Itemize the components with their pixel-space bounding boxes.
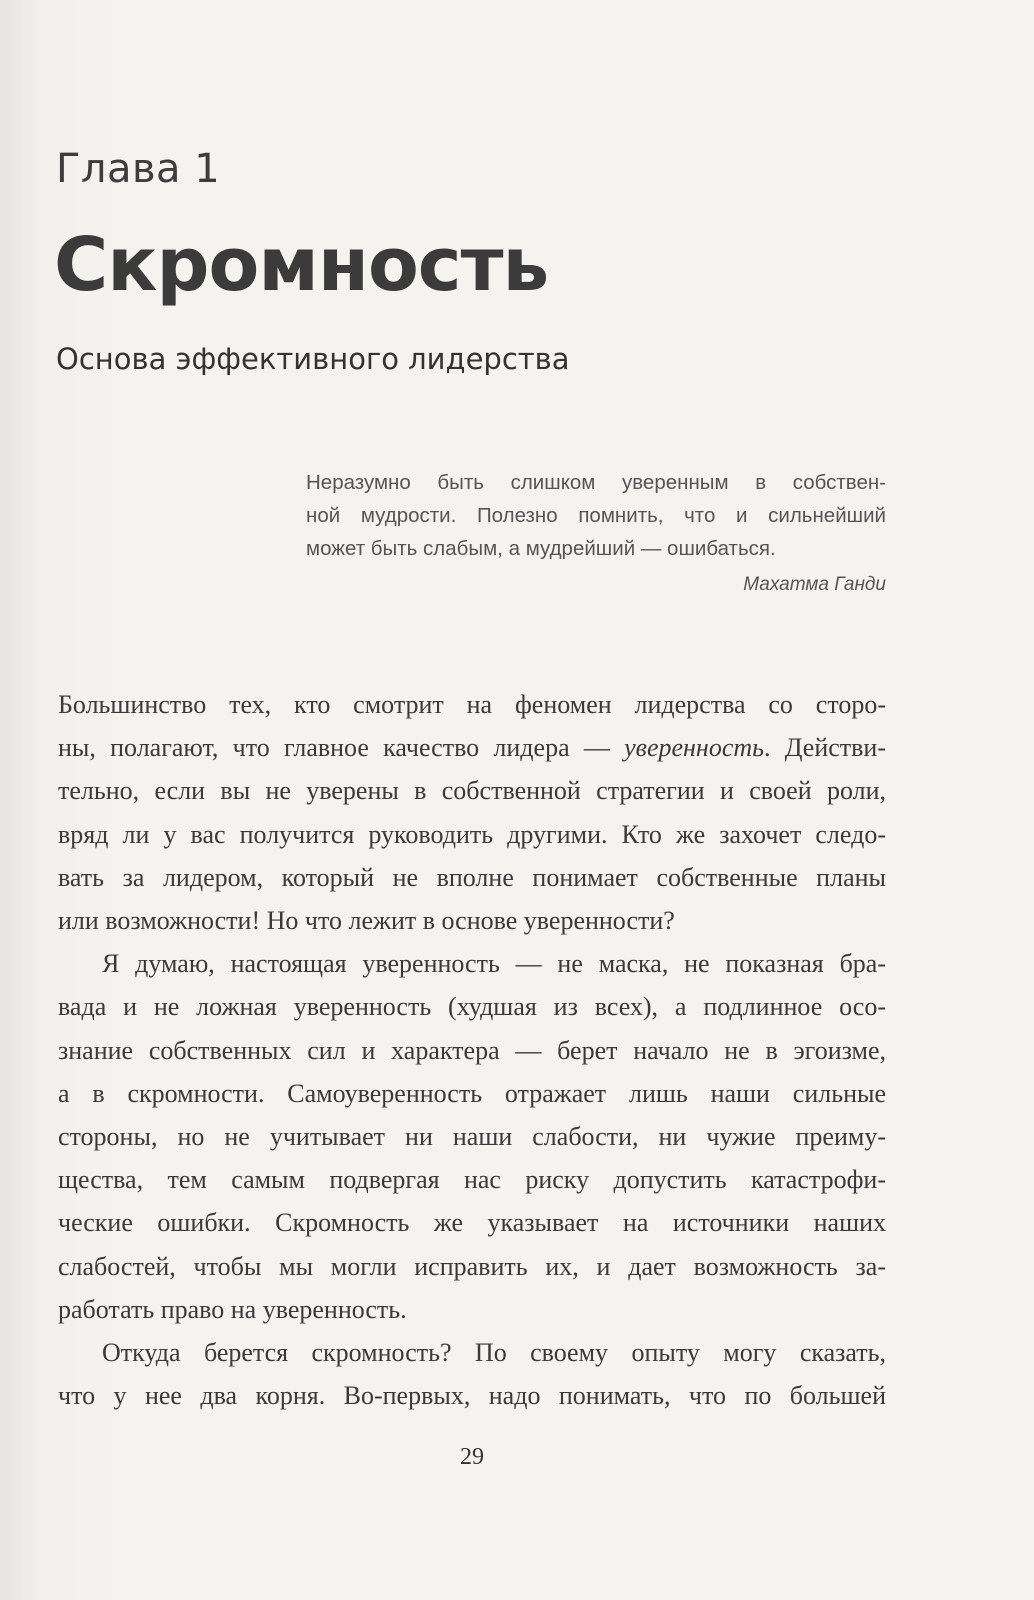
body-line: а в скромности. Самоуверенность отражает лишь наши сильные [58,1078,886,1108]
body-text [58,683,886,1417]
epigraph-author: Махатма Ганди [743,574,886,595]
body-line: или возможности! Но что лежит в основе уверенности? [58,906,675,936]
body-line: вада и не ложная уверенность (худшая из всех), а подлинное осо- [58,992,886,1022]
body-line: что у нее два корня. Во-первых, надо понимать, что по большей [58,1381,886,1411]
body-line: вряд ли у вас получится руководить другими. Кто же захочет следо- [58,819,886,849]
body-line: тельно, если вы не уверены в собственной стратегии и своей роли, [58,776,886,806]
chapter-subtitle: Основа эффективного лидерства [56,342,570,376]
epigraph-line: ной мудрости. Полезно помнить, что и сильнейший [306,504,886,527]
body-line: Откуда берется скромность? По своему опыту могу сказать, [102,1338,886,1368]
epigraph-line: может быть слабым, а мудрейший — ошибаться. [306,537,776,560]
page-number: 29 [460,1444,484,1470]
body-line: ческие ошибки. Скромность же указывает на источники наших [58,1208,886,1238]
body-text-segment: . Действи- [763,733,886,763]
body-line: Я думаю, настоящая уверенность — не маска, не показная бра- [102,949,886,979]
epigraph-quote [306,466,886,565]
body-line: работать право на уверенность. [58,1294,407,1324]
body-text-segment: ны, полагают, что главное качество лидера — [58,733,610,763]
body-line [58,726,886,769]
body-line: стороны, но не учитывает ни наши слабости, ни чужие преиму- [58,1122,886,1152]
body-line: Большинство тех, кто смотрит на феномен лидерства со сторо- [58,690,886,719]
body-line: слабостей, чтобы мы могли исправить их, и дает возможность за- [58,1251,886,1281]
epigraph-line: Неразумно быть слишком уверенным в собствен- [306,471,886,494]
emphasis-word: уверенность [624,733,764,763]
body-line: вать за лидером, который не вполне понимает собственные планы [58,862,886,892]
body-line: знание собственных сил и характера — берет начало не в эгоизме, [58,1035,886,1065]
chapter-label: Глава 1 [56,146,221,192]
chapter-title: Скромность [54,222,549,308]
body-line: щества, тем самым подвергая нас риску допустить катастрофи- [58,1165,886,1195]
